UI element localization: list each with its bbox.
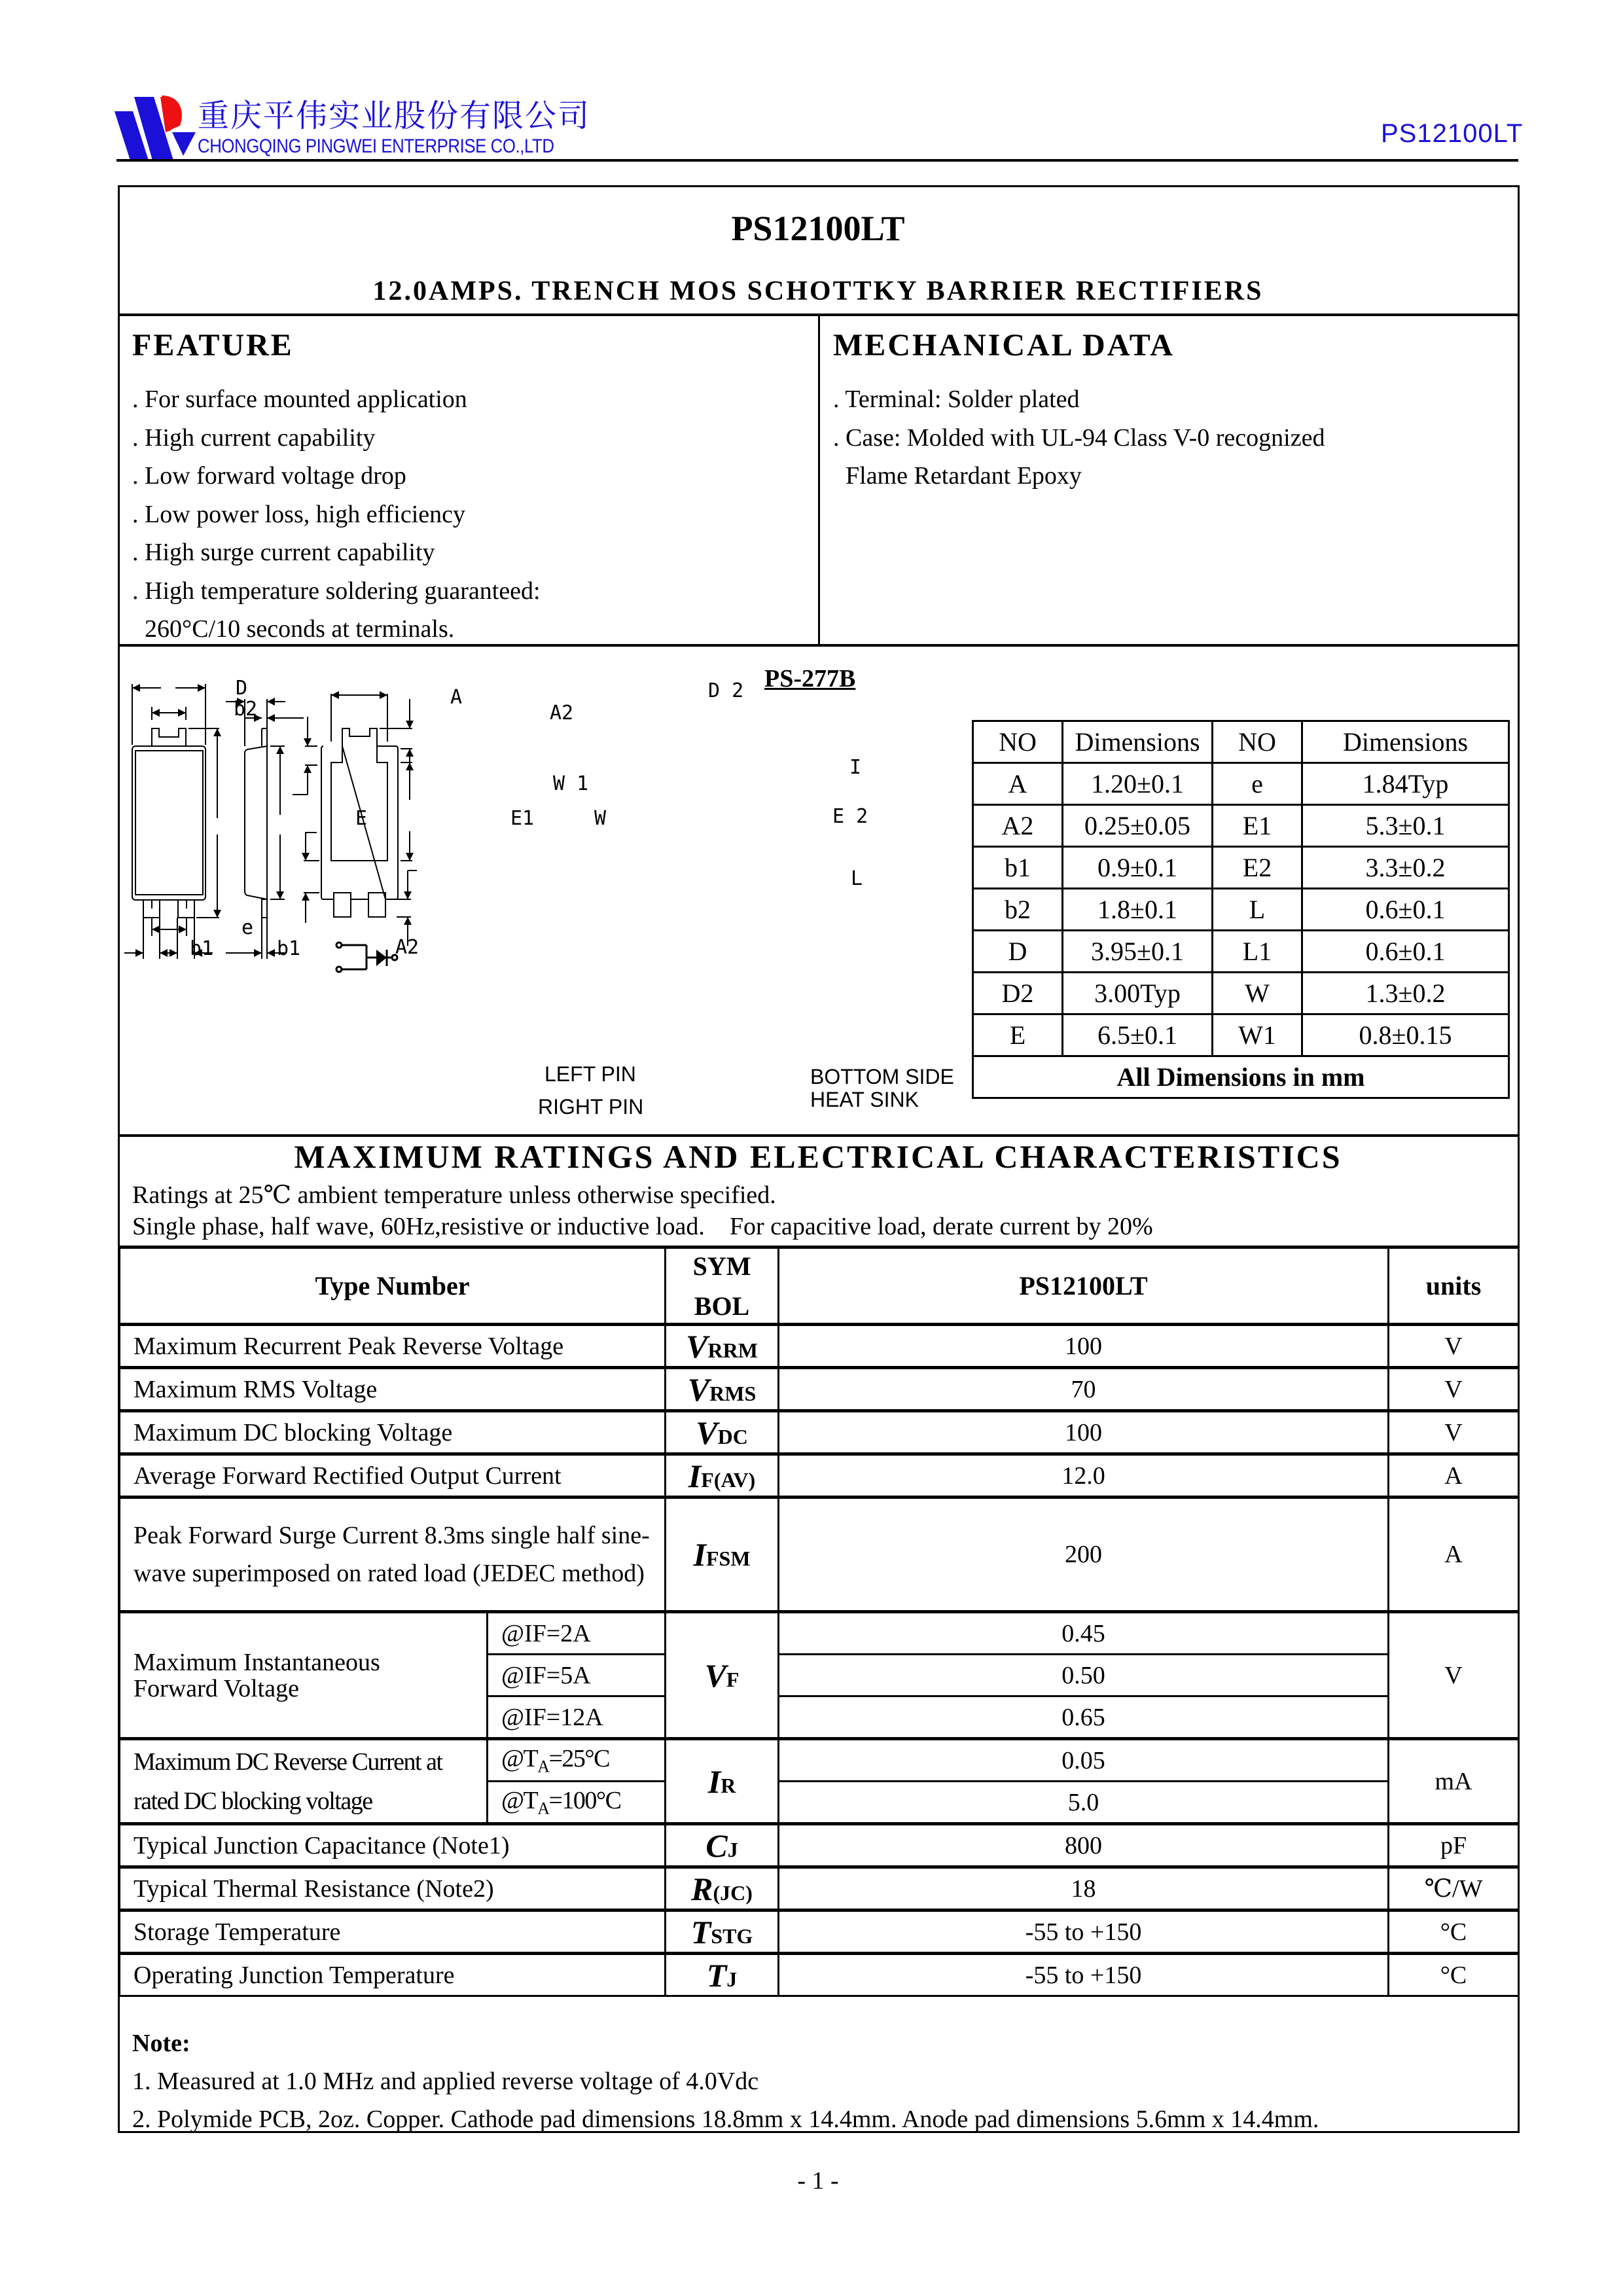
param-label: Peak Forward Surge Current 8.3ms single half sine-wave superimposed on rated load (JEDEC method) xyxy=(120,1498,666,1612)
unit: pF xyxy=(1389,1824,1519,1867)
unit: A xyxy=(1389,1498,1519,1612)
value: 5.0 xyxy=(779,1782,1389,1824)
condition-pre: @T xyxy=(501,1786,538,1814)
symbol-sub: F xyxy=(726,1667,740,1691)
param-label: Operating Junction Temperature xyxy=(120,1954,666,1996)
page-title: PS12100LT xyxy=(731,209,905,248)
symbol-main: I xyxy=(707,1763,721,1800)
dim-no: b2 xyxy=(973,889,1063,931)
ratings-heading: MAXIMUM RATINGS AND ELECTRICAL CHARACTERISTICS xyxy=(294,1138,1342,1175)
value: 70 xyxy=(779,1368,1389,1411)
dim-label-A: A xyxy=(450,686,463,709)
symbol-main: I xyxy=(688,1457,702,1494)
mechanical-item: . Terminal: Solder plated xyxy=(833,386,1080,413)
condition: @IF=2A xyxy=(488,1612,666,1655)
unit: V xyxy=(1389,1612,1519,1739)
condition-sub: A xyxy=(537,1799,549,1818)
value: 0.05 xyxy=(779,1739,1389,1782)
ratings-table xyxy=(118,1246,1520,1997)
company-name-en: CHONGQING PINGWEI ENTERPRISE CO.,LTD xyxy=(198,135,554,157)
dim-value: 1.84Typ xyxy=(1302,763,1509,805)
unit: A xyxy=(1389,1454,1519,1498)
mechanical-item: . Case: Molded with UL-94 Class V-0 recognized xyxy=(833,423,1325,452)
dim-no: L1 xyxy=(1213,931,1302,973)
dim-label-W1: W 1 xyxy=(553,772,589,795)
dimension-row xyxy=(973,931,1509,973)
dimension-row xyxy=(973,973,1509,1014)
feature-list xyxy=(132,380,541,649)
dim-label-b2: b2 xyxy=(234,698,258,721)
table-row xyxy=(120,1325,1519,1368)
dim-value: 1.3±0.2 xyxy=(1302,973,1509,1014)
value: 200 xyxy=(779,1498,1389,1612)
symbol-main: R xyxy=(691,1870,713,1907)
param-label: Average Forward Rectified Output Current xyxy=(120,1454,666,1498)
unit: ℃/W xyxy=(1389,1867,1519,1910)
dim-no: E2 xyxy=(1213,847,1302,889)
table-row xyxy=(120,1910,1519,1954)
dim-value: 3.00Typ xyxy=(1063,973,1213,1014)
dim-label-L: L xyxy=(851,867,863,890)
dimension-row xyxy=(973,1014,1509,1056)
dim-value: 0.6±0.1 xyxy=(1302,931,1509,973)
feature-item: . High temperature soldering guaranteed: xyxy=(132,577,541,605)
unit: °C xyxy=(1389,1954,1519,1996)
header-part-number: PS12100LT xyxy=(1381,119,1524,148)
condition xyxy=(488,1782,666,1824)
symbol-sub: (JC) xyxy=(713,1880,753,1905)
dimension-row xyxy=(973,889,1509,931)
dim-label-E1: E1 xyxy=(510,807,535,830)
dimension-header-row xyxy=(973,721,1509,763)
unit: V xyxy=(1389,1325,1519,1368)
page-subtitle: 12.0AMPS. TRENCH MOS SCHOTTKY BARRIER RECTIFIERS xyxy=(372,276,1264,306)
dim-label-I: I xyxy=(849,756,862,779)
condition-pre: @T xyxy=(501,1744,538,1772)
symbol-sub: FSM xyxy=(705,1547,751,1570)
divider xyxy=(818,315,820,645)
dim-label-A2-top: A2 xyxy=(550,702,574,725)
mechanical-heading: MECHANICAL DATA xyxy=(833,328,1175,363)
dimension-footer: All Dimensions in mm xyxy=(973,1056,1509,1098)
symbol-sub: F(AV) xyxy=(701,1467,756,1492)
param-label: Maximum Instantaneous Forward Voltage xyxy=(120,1612,488,1739)
dimension-row xyxy=(973,763,1509,805)
part-header: PS12100LT xyxy=(779,1247,1389,1325)
dim-label-E2: E 2 xyxy=(832,805,868,828)
value: 0.45 xyxy=(779,1612,1389,1655)
ratings-note-1: Ratings at 25℃ ambient temperature unless otherwise specified. xyxy=(132,1181,776,1209)
symbol xyxy=(666,1368,779,1411)
dim-label-D2: D 2 xyxy=(708,679,744,702)
feature-item: 260°C/10 seconds at terminals. xyxy=(132,615,455,643)
symbol-header-line2: BOL xyxy=(694,1291,750,1321)
mechanical-list xyxy=(833,380,1325,495)
company-name-cn: 重庆平伟实业股份有限公司 xyxy=(198,98,591,134)
symbol-sub: DC xyxy=(717,1424,748,1448)
symbol-sub: J xyxy=(726,1967,738,1991)
symbol-main: V xyxy=(704,1657,726,1694)
feature-heading: FEATURE xyxy=(132,328,294,363)
symbol-header-line1: SYM xyxy=(692,1251,751,1281)
dim-no: W xyxy=(1213,973,1302,1014)
condition-sub: A xyxy=(537,1757,549,1776)
value: 0.65 xyxy=(779,1696,1389,1739)
dim-no: A xyxy=(973,763,1063,805)
symbol-sub: J xyxy=(727,1837,738,1861)
param-label: Maximum DC Reverse Current at rated DC blocking voltage xyxy=(120,1739,488,1824)
feature-item: . High surge current capability xyxy=(132,539,435,566)
value: -55 to +150 xyxy=(779,1954,1389,1996)
package-labels xyxy=(118,648,969,1132)
symbol xyxy=(666,1739,779,1824)
page-number: - 1 - xyxy=(797,2167,839,2195)
table-row xyxy=(120,1824,1519,1867)
symbol-sub: RMS xyxy=(709,1381,757,1405)
dim-no: e xyxy=(1213,763,1302,805)
condition: @IF=5A xyxy=(488,1655,666,1696)
symbol-main: V xyxy=(696,1414,718,1451)
dim-label-D: D xyxy=(236,677,248,700)
symbol-header xyxy=(666,1247,779,1325)
dim-no: A2 xyxy=(973,805,1063,847)
symbol-main: T xyxy=(706,1956,727,1994)
symbol xyxy=(666,1824,779,1867)
feature-item: . High current capability xyxy=(132,423,376,452)
value: 0.50 xyxy=(779,1655,1389,1696)
symbol xyxy=(666,1954,779,1996)
table-row xyxy=(120,1368,1519,1411)
table-row xyxy=(120,1454,1519,1498)
units-header: units xyxy=(1389,1247,1519,1325)
dim-value: 0.8±0.15 xyxy=(1302,1014,1509,1056)
value: 100 xyxy=(779,1411,1389,1454)
dim-value: 0.6±0.1 xyxy=(1302,889,1509,931)
symbol xyxy=(666,1454,779,1498)
symbol-main: I xyxy=(693,1536,706,1573)
symbol-main: T xyxy=(690,1913,711,1950)
dim-no: E xyxy=(973,1014,1063,1056)
param-label: Maximum RMS Voltage xyxy=(120,1368,666,1411)
dim-value: 5.3±0.1 xyxy=(1302,805,1509,847)
dim-label-b1-right: b1 xyxy=(277,937,301,960)
table-row xyxy=(120,1498,1519,1612)
dimension-footer-row xyxy=(973,1056,1509,1098)
condition-post: =100°C xyxy=(548,1786,621,1814)
table-row xyxy=(120,1867,1519,1910)
divider xyxy=(118,1134,1518,1137)
symbol xyxy=(666,1612,779,1739)
param-label: Maximum Recurrent Peak Reverse Voltage xyxy=(120,1325,666,1368)
dim-no: E1 xyxy=(1213,805,1302,847)
param-label: Typical Junction Capacitance (Note1) xyxy=(120,1824,666,1867)
right-pin-label: RIGHT PIN xyxy=(538,1095,644,1119)
symbol-main: V xyxy=(687,1371,710,1408)
symbol-sub: STG xyxy=(711,1924,753,1948)
dim-no: D xyxy=(973,931,1063,973)
symbol-main: V xyxy=(686,1327,708,1365)
table-row-vf xyxy=(120,1612,1519,1655)
dim-header: NO xyxy=(1213,721,1302,763)
ratings-note-2: Single phase, half wave, 60Hz,resistive or inductive load. For capacitive load, derate current by 20% xyxy=(132,1213,1153,1240)
left-pin-label: LEFT PIN xyxy=(544,1062,636,1086)
header-divider xyxy=(116,159,1518,162)
value: 800 xyxy=(779,1824,1389,1867)
dim-value: 0.25±0.05 xyxy=(1063,805,1213,847)
symbol-sub: R xyxy=(721,1773,736,1797)
dim-no: b1 xyxy=(973,847,1063,889)
table-row xyxy=(120,1954,1519,1996)
dim-value: 3.3±0.2 xyxy=(1302,847,1509,889)
symbol-sub: RRM xyxy=(707,1338,758,1362)
feature-item: . For surface mounted application xyxy=(132,386,467,413)
dim-header: NO xyxy=(973,721,1063,763)
table-row-ir xyxy=(120,1739,1519,1782)
dimension-table xyxy=(972,720,1510,1099)
heatsink-label-1: BOTTOM SIDE xyxy=(810,1065,954,1088)
param-label: Storage Temperature xyxy=(120,1910,666,1954)
symbol xyxy=(666,1498,779,1612)
dimension-row xyxy=(973,805,1509,847)
feature-item: . Low power loss, high efficiency xyxy=(132,500,466,528)
type-number-header: Type Number xyxy=(120,1247,666,1325)
value: 12.0 xyxy=(779,1454,1389,1498)
condition: @IF=12A xyxy=(488,1696,666,1739)
dim-value: 3.95±0.1 xyxy=(1063,931,1213,973)
notes-section xyxy=(132,2024,1319,2138)
value: -55 to +150 xyxy=(779,1910,1389,1954)
table-row xyxy=(120,1411,1519,1454)
dim-no: D2 xyxy=(973,973,1063,1014)
heatsink-label-2: HEAT SINK xyxy=(810,1088,919,1111)
value: 100 xyxy=(779,1325,1389,1368)
condition xyxy=(488,1739,666,1782)
unit: mA xyxy=(1389,1739,1519,1824)
dim-header: Dimensions xyxy=(1063,721,1213,763)
unit: V xyxy=(1389,1368,1519,1411)
package-name: PS-277B xyxy=(764,665,856,692)
symbol-main: C xyxy=(705,1827,728,1864)
symbol xyxy=(666,1411,779,1454)
param-label: Typical Thermal Resistance (Note2) xyxy=(120,1867,666,1910)
feature-item: . Low forward voltage drop xyxy=(132,462,406,490)
symbol xyxy=(666,1325,779,1368)
note-item: 1. Measured at 1.0 MHz and applied reverse voltage of 4.0Vdc xyxy=(132,2068,759,2095)
value: 18 xyxy=(779,1867,1389,1910)
symbol xyxy=(666,1867,779,1910)
dim-label-E: E xyxy=(355,807,368,830)
dim-label-A2-bottom: A2 xyxy=(395,936,419,959)
note-item: 2. Polymide PCB, 2oz. Copper. Cathode pad dimensions 18.8mm x 14.4mm. Anode pad dimensions 5.6mm x 14.4mm. xyxy=(132,2106,1319,2133)
mechanical-item: Flame Retardant Epoxy xyxy=(833,462,1082,490)
param-label: Maximum DC blocking Voltage xyxy=(120,1411,666,1454)
dim-header: Dimensions xyxy=(1302,721,1509,763)
ratings-header-row xyxy=(120,1247,1519,1325)
dim-no: W1 xyxy=(1213,1014,1302,1056)
dim-value: 6.5±0.1 xyxy=(1063,1014,1213,1056)
dimension-row xyxy=(973,847,1509,889)
unit: V xyxy=(1389,1411,1519,1454)
dim-label-b1-left: b1 xyxy=(190,937,214,960)
dim-value: 1.20±0.1 xyxy=(1063,763,1213,805)
notes-heading: Note: xyxy=(132,2030,190,2057)
dim-no: L xyxy=(1213,889,1302,931)
symbol xyxy=(666,1910,779,1954)
unit: °C xyxy=(1389,1910,1519,1954)
dim-value: 1.8±0.1 xyxy=(1063,889,1213,931)
dim-value: 0.9±0.1 xyxy=(1063,847,1213,889)
dim-label-e: e xyxy=(241,916,254,939)
company-logo-icon xyxy=(115,92,200,164)
dim-label-W: W xyxy=(594,807,607,830)
condition-post: =25°C xyxy=(548,1744,609,1772)
